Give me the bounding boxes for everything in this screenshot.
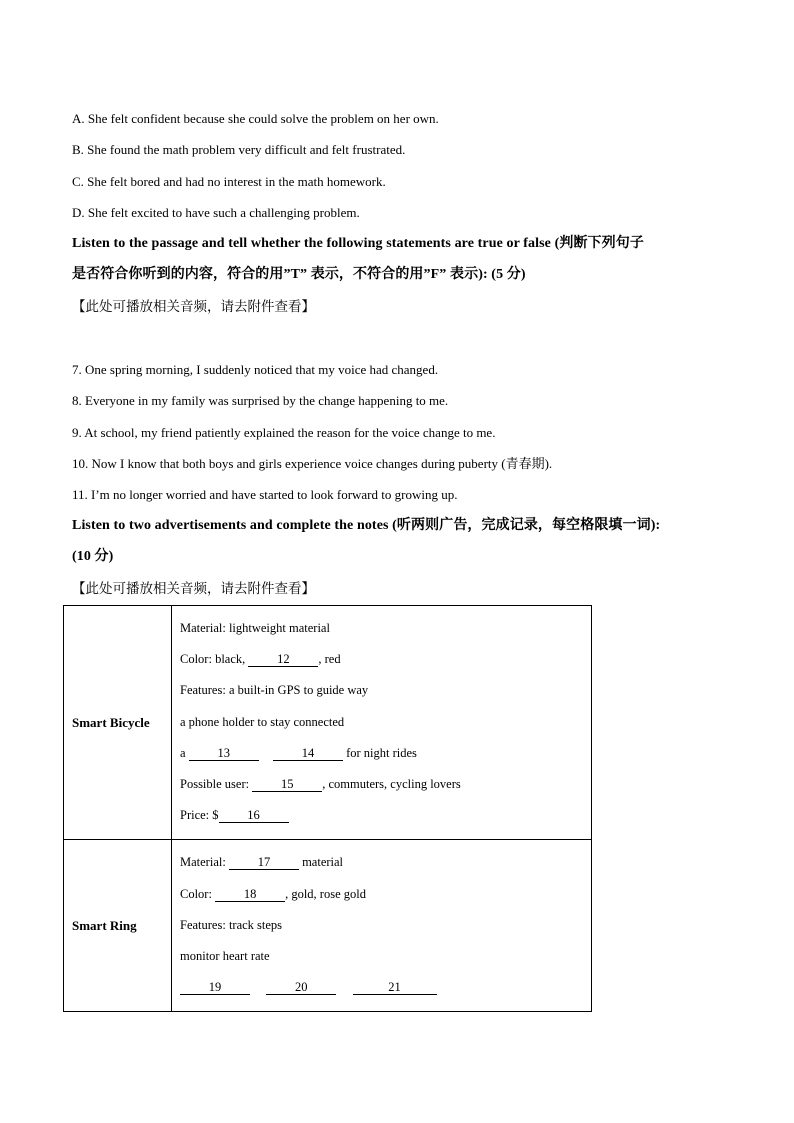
blank-19[interactable]: 19 <box>180 980 250 995</box>
bicycle-price-prefix: Price: $ <box>180 808 219 823</box>
blank-14[interactable]: 14 <box>273 746 343 761</box>
bicycle-features-1: Features: a built-in GPS to guide way <box>180 683 369 698</box>
table-row-bicycle <box>64 606 592 840</box>
ring-color-prefix: Color: <box>180 886 212 901</box>
ring-notes <box>172 840 592 1012</box>
bicycle-color-prefix: Color: black, <box>180 652 246 667</box>
option-c: C. She felt bored and had no interest in the math homework. <box>72 174 386 189</box>
bicycle-a-prefix: a <box>180 745 186 760</box>
ring-features-1: Features: track steps <box>180 917 283 932</box>
bicycle-label: Smart Bicycle <box>64 606 172 840</box>
statement-10: 10. Now I know that both boys and girls experience voice changes during puberty (青春期). <box>72 456 553 471</box>
blank-18[interactable]: 18 <box>215 887 285 902</box>
blank-20[interactable]: 20 <box>266 980 336 995</box>
bicycle-night-line <box>180 740 591 771</box>
statement-11: 11. I’m no longer worried and have started to look forward to growing up. <box>72 487 458 502</box>
ring-material-suffix: material <box>302 855 344 870</box>
option-d: D. She felt excited to have such a challenging problem. <box>72 205 360 220</box>
ring-material <box>180 849 591 880</box>
blank-13[interactable]: 13 <box>189 746 259 761</box>
blank-12[interactable]: 12 <box>248 652 318 667</box>
ring-label: Smart Ring <box>64 840 172 1012</box>
bicycle-user-suffix: , commuters, cycling lovers <box>322 776 461 791</box>
option-b: B. She found the math problem very difficult and felt frustrated. <box>72 142 406 157</box>
ring-material-prefix: Material: <box>180 855 226 870</box>
table-row-ring <box>64 840 592 1012</box>
section3-heading-line2: (10 分) <box>72 549 114 564</box>
ring-blanks <box>180 974 591 1005</box>
blank-17[interactable]: 17 <box>229 855 299 870</box>
bicycle-user <box>180 771 591 802</box>
section2-audio-note: 【此处可播放相关音频，请去附件查看】 <box>72 299 315 314</box>
statement-7: 7. One spring morning, I suddenly noticed that my voice had changed. <box>72 362 439 377</box>
bicycle-user-prefix: Possible user: <box>180 776 250 791</box>
ring-color <box>180 881 591 912</box>
bicycle-color <box>180 646 591 677</box>
statement-8: 8. Everyone in my family was surprised by the change happening to me. <box>72 393 449 408</box>
statement-9: 9. At school, my friend patiently explained the reason for the voice change to me. <box>72 425 496 440</box>
bicycle-features-2: a phone holder to stay connected <box>180 714 345 729</box>
section3-heading-line1: Listen to two advertisements and complete the notes (听两则广告，完成记录，每空格限填一词): <box>72 518 661 533</box>
bicycle-price <box>180 802 591 833</box>
blank-15[interactable]: 15 <box>252 777 322 792</box>
ring-color-suffix: , gold, rose gold <box>285 886 366 901</box>
notes-table <box>63 605 592 1012</box>
blank-16[interactable]: 16 <box>219 808 289 823</box>
option-a: A. She felt confident because she could solve the problem on her own. <box>72 111 439 126</box>
bicycle-color-suffix: , red <box>318 652 341 667</box>
bicycle-material: Material: lightweight material <box>180 621 330 635</box>
ring-features-2: monitor heart rate <box>180 948 270 963</box>
section3-audio-note: 【此处可播放相关音频，请去附件查看】 <box>72 581 315 596</box>
bicycle-notes <box>172 606 592 840</box>
section2-heading-line1: Listen to the passage and tell whether the following statements are true or false (判断下列句子 <box>72 236 644 251</box>
bicycle-night-suffix: for night rides <box>346 745 417 760</box>
blank-21[interactable]: 21 <box>353 980 437 995</box>
section2-heading-line2: 是否符合你听到的内容，符合的用”T” 表示，不符合的用”F” 表示): (5 分) <box>72 267 526 282</box>
